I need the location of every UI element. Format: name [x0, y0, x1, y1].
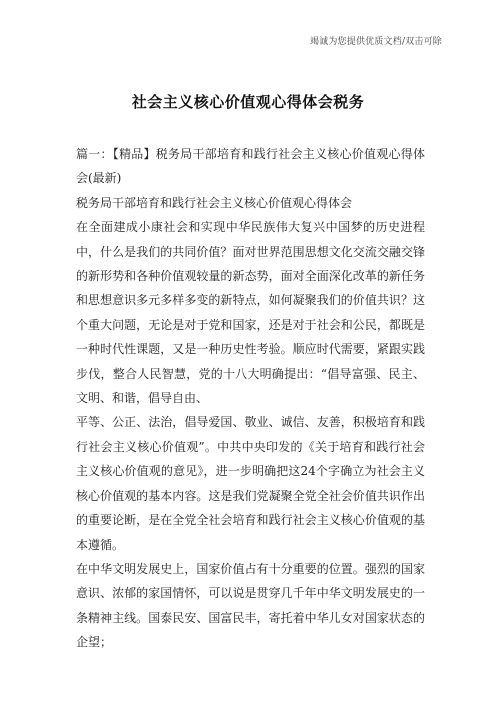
paragraph: 在中华文明发展史上，国家价值占有十分重要的位置。强烈的国家意识、浓郁的家国情怀，可以说是贯穿几千年中华文明发展史的一条精神主线。国泰民安、国富民丰，寄托着中华儿女对国家状态的企望； [76, 561, 425, 650]
paragraph: 平等、公正、法治，倡导爱国、敬业、诚信、友善，积极培育和践行社会主义核心价值观”。中共中央印发的《关于培育和践行社会主义核心价值观的意见》，进一步明确把这24个字确立为社会主义核心价值观的基本内容。这是我们党凝聚全党全社会价值共识作出的重要论断，是在全党全社会培育和践行社会主义核心价值观的基本遵循。 [76, 415, 425, 552]
header-note: 竭诚为您提供优质文档/双击可除 [309, 37, 442, 47]
paragraph-subtitle: 税务局干部培育和践行社会主义核心价值观心得体会 [76, 195, 353, 210]
paragraph-heading: 篇一：【精品】税务局干部培育和践行社会主义核心价值观心得体会(最新) [76, 147, 425, 186]
paragraph: 在全面建成小康社会和实现中华民族伟大复兴中国梦的历史进程中，什么是我们的共同价值？面对世界范围思想文化交流交融交锋的新形势和各种价值观较量的新态势，面对全面深化改革的新任务和思想意识多元多样多变的新特点，如何凝聚我们的价值共识？这个重大问题，无论是对于党和国家，还是对于社会和公民，都既是一种时代性课题，又是一种历史性考验。顺应时代需要，紧跟实践步伐，整合人民智慧，党的十八大明确提出：“倡导富强、民主、文明、和谐，倡导自由、 [76, 220, 425, 406]
document-title: 社会主义核心价值观心得体会税务 [131, 93, 365, 111]
document-body [76, 142, 425, 655]
